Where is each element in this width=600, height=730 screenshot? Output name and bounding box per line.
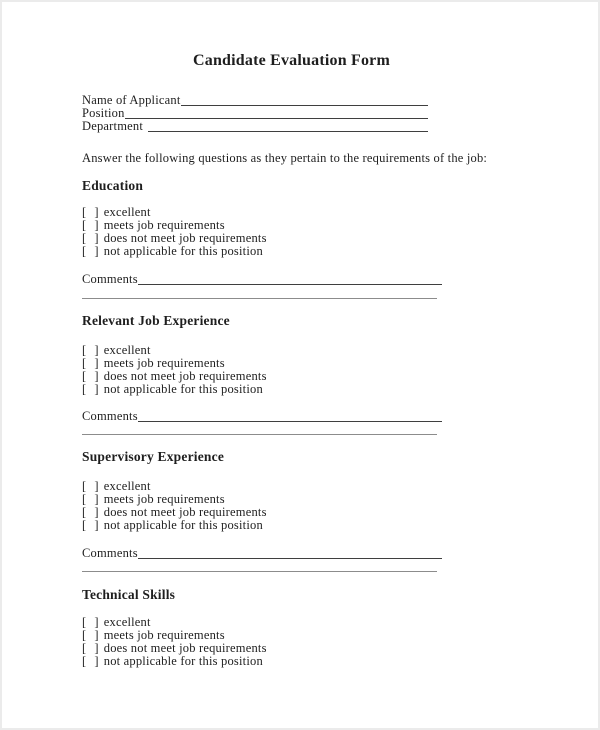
option-label: not applicable for this position [103,382,263,396]
comments-label: Comments [82,272,138,286]
comments-line-2[interactable] [82,286,437,299]
intro-text: Answer the following questions as they pertain to the requirements of the job: [82,151,488,165]
checkbox[interactable]: [ ] [82,518,99,532]
option-label: not applicable for this position [103,244,263,258]
section-technical-skills [82,588,578,668]
checkbox[interactable]: [ ] [82,356,99,370]
section-relevant-job-experience [82,314,578,435]
comments-line-2[interactable] [82,423,437,435]
checkbox[interactable]: [ ] [82,369,99,383]
comments-label: Comments [82,409,138,423]
checkbox[interactable]: [ ] [82,641,99,655]
option-not-applicable[interactable] [82,655,578,668]
checkbox[interactable]: [ ] [82,479,99,493]
checkbox[interactable]: [ ] [82,205,99,219]
rating-options [82,616,578,668]
option-not-applicable[interactable] [82,383,578,396]
checkbox[interactable]: [ ] [82,654,99,668]
option-label: not applicable for this position [103,518,263,532]
checkbox[interactable]: [ ] [82,218,99,232]
field-label: Name of Applicant [82,93,181,107]
comments-field[interactable] [82,547,442,560]
option-label: excellent [103,615,151,629]
option-label: does not meet job requirements [103,231,267,245]
section-supervisory-experience [82,450,578,572]
option-label: does not meet job requirements [103,369,267,383]
rating-options [82,344,578,396]
comments-label: Comments [82,546,138,560]
option-label: not applicable for this position [103,654,263,668]
option-label: excellent [103,479,151,493]
option-label: meets job requirements [103,628,225,642]
field-label: Position [82,106,125,120]
option-label: meets job requirements [103,218,225,232]
section-title: Supervisory Experience [82,449,225,464]
section-education [82,179,578,299]
department-line[interactable] [148,120,428,132]
option-label: meets job requirements [103,356,225,370]
section-title: Technical Skills [82,587,176,602]
option-not-applicable[interactable] [82,245,578,258]
checkbox[interactable]: [ ] [82,231,99,245]
form-title: Candidate Evaluation Form [192,52,390,69]
comments-field[interactable] [82,410,442,423]
comments-line[interactable] [138,273,442,285]
field-label: Department [82,119,144,133]
section-title: Education [82,178,144,193]
option-not-applicable[interactable] [82,519,578,532]
option-label: does not meet job requirements [103,505,267,519]
comments-line[interactable] [138,547,442,559]
position-line[interactable] [125,107,428,119]
checkbox[interactable]: [ ] [82,244,99,258]
applicant-fields [82,94,578,133]
section-title: Relevant Job Experience [82,313,230,328]
comments-field[interactable] [82,273,442,286]
comments-line[interactable] [138,410,442,422]
rating-options [82,480,578,532]
option-label: excellent [103,205,151,219]
applicant-name-field[interactable] [82,94,428,107]
checkbox[interactable]: [ ] [82,505,99,519]
checkbox[interactable]: [ ] [82,628,99,642]
department-field[interactable] [82,120,428,133]
applicant-name-line[interactable] [181,94,428,106]
form-content [2,94,598,668]
checkbox[interactable]: [ ] [82,343,99,357]
option-label: excellent [103,343,151,357]
checkbox[interactable]: [ ] [82,492,99,506]
option-label: does not meet job requirements [103,641,267,655]
checkbox[interactable]: [ ] [82,382,99,396]
checkbox[interactable]: [ ] [82,615,99,629]
option-label: meets job requirements [103,492,225,506]
comments-line-2[interactable] [82,560,437,572]
rating-options [82,206,578,258]
